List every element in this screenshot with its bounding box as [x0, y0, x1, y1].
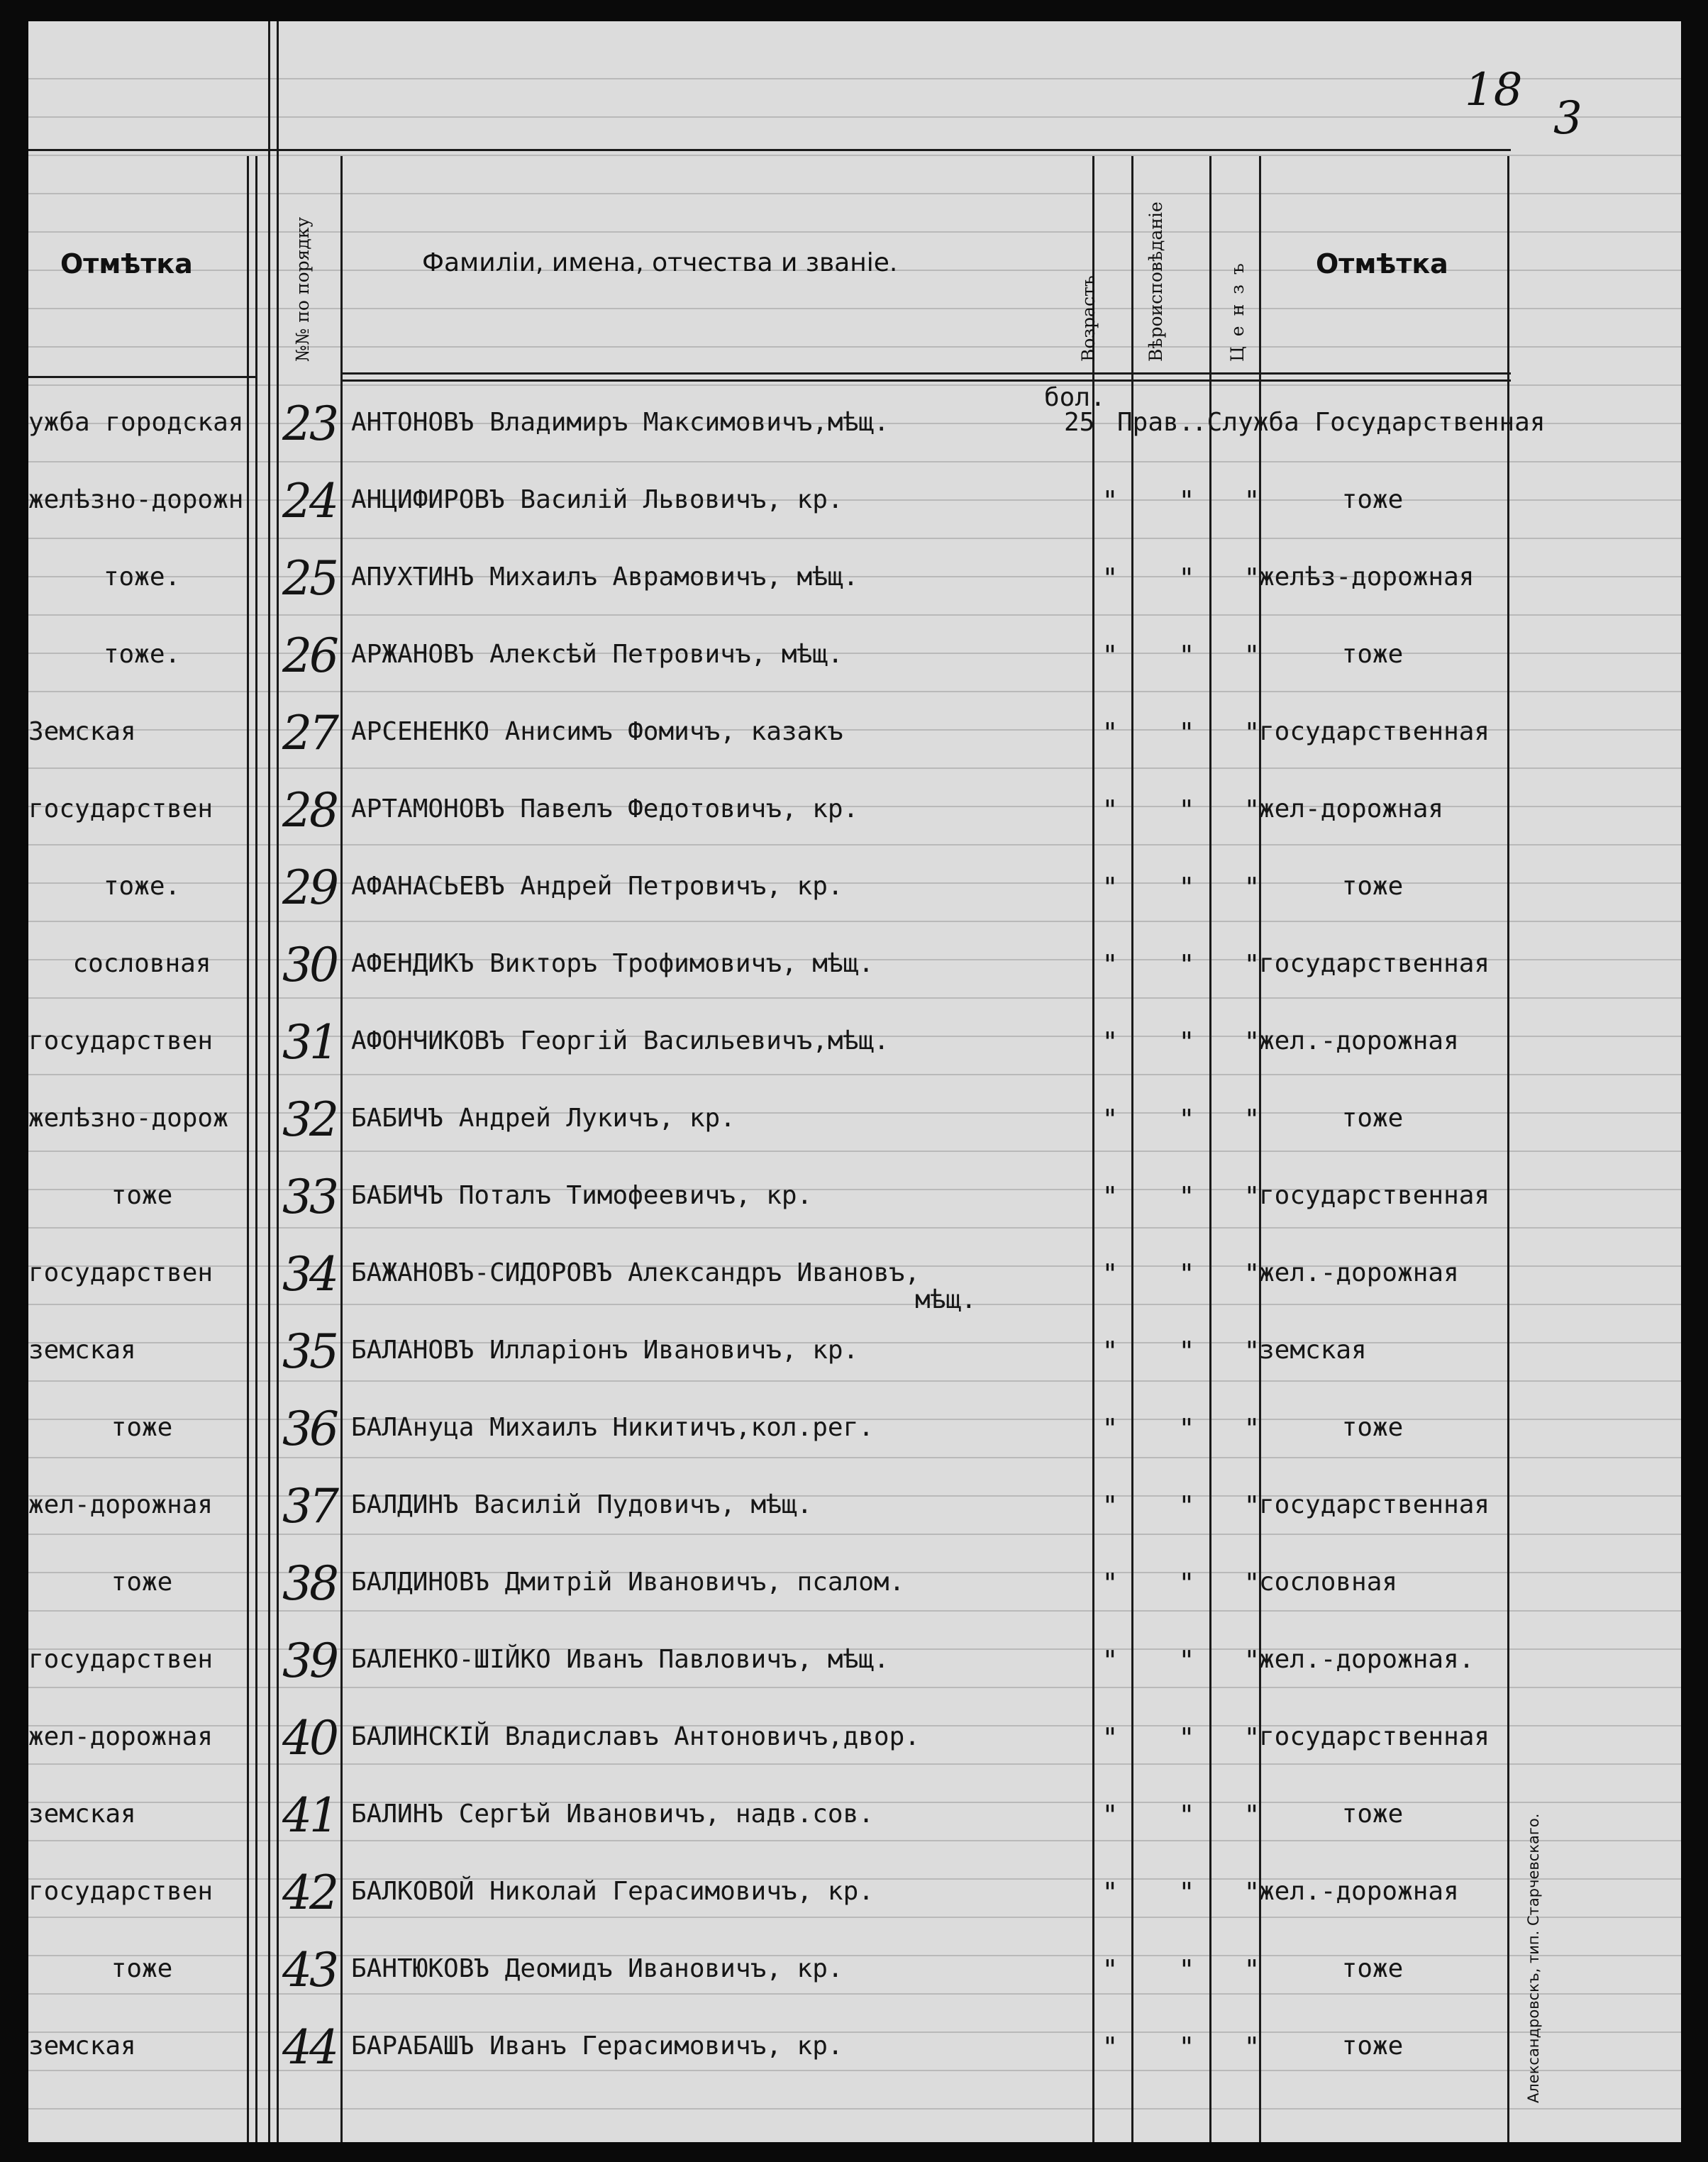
row-number: 35 [282, 1324, 336, 1379]
ditto-mark: " [1243, 1645, 1260, 1676]
register-row [28, 1785, 1681, 1862]
person-name: АРТАМОНОВЪ Павелъ Федотовичъ, кр. [351, 794, 859, 824]
left-mark-cell: тоже [111, 1413, 173, 1442]
ditto-mark: " [1178, 1722, 1195, 1753]
person-name: АПУХТИНЪ Михаилъ Аврамовичъ, мѣщ. [351, 562, 859, 592]
right-mark-cell: тоже [1341, 640, 1404, 669]
ditto-mark: " [1243, 485, 1260, 516]
row-number: 28 [282, 783, 336, 838]
person-name: БАЛЕНКО-ШІЙКО Иванъ Павловичъ, мѣщ. [351, 1645, 889, 1674]
left-mark-cell: тоже. [103, 872, 181, 901]
person-name: БАЖАНОВЪ-СИДОРОВЪ Александръ Ивановъ, [351, 1258, 920, 1287]
register-row [28, 1476, 1681, 1553]
ditto-mark: " [1243, 2031, 1260, 2063]
left-mark-cell: государствен [28, 1645, 214, 1674]
register-row [28, 1708, 1681, 1785]
right-mark-cell: земская [1259, 1336, 1367, 1365]
ditto-mark: " [1102, 1568, 1119, 1599]
ditto-mark: " [1178, 872, 1195, 903]
right-mark-header: Отмѣтка [1316, 248, 1448, 279]
ditto-mark: " [1102, 1336, 1119, 1367]
ditto-mark: " [1178, 1026, 1195, 1058]
left-mark-header: Отмѣтка [60, 248, 193, 279]
left-mark-cell: государствен [28, 1026, 214, 1055]
ditto-mark: " [1102, 485, 1119, 516]
row-number: 23 [282, 397, 336, 451]
person-name: БАНТЮКОВЪ Деомидъ Ивановичъ, кр. [351, 1954, 843, 1983]
row-number: 37 [282, 1479, 336, 1534]
right-mark-cell: тоже [1341, 872, 1404, 901]
ditto-mark: " [1178, 949, 1195, 980]
ditto-mark: " [1102, 1722, 1119, 1753]
ditto-mark: " [1178, 562, 1195, 594]
ditto-mark: " [1243, 717, 1260, 748]
ditto-mark: " [1102, 1877, 1119, 1908]
ditto-mark: " [1102, 1490, 1119, 1521]
right-mark-cell: тоже [1341, 1413, 1404, 1442]
printer-imprint: Александровскъ, тип. Старчевскаго. [1525, 1813, 1542, 2103]
left-header-rule [28, 376, 255, 378]
person-name: БАЛИНСКІЙ Владиславъ Антоновичъ,двор. [351, 1722, 920, 1751]
register-row [28, 1167, 1681, 1243]
ditto-mark: " [1102, 1104, 1119, 1135]
person-name: АРЖАНОВЪ Алексѣй Петровичъ, мѣщ. [351, 640, 843, 669]
left-mark-cell: ужба городская [28, 408, 244, 437]
right-mark-cell: жел.-дорожная [1259, 1258, 1459, 1287]
ditto-mark: " [1178, 1336, 1195, 1367]
left-mark-cell: желѣзно-дорож [28, 1104, 228, 1133]
row-number: 41 [282, 1788, 336, 1843]
right-mark-cell: государственная [1259, 1722, 1490, 1751]
left-mark-cell: государствен [28, 1877, 214, 1906]
ditto-mark: " [1178, 1877, 1195, 1908]
person-name: БАБИЧЪ Поталъ Тимофеевичъ, кр. [351, 1181, 813, 1210]
row-number: 27 [282, 706, 336, 760]
right-mark-cell: жел-дорожная [1259, 794, 1444, 824]
ditto-mark: " [1243, 1181, 1260, 1212]
person-name: БАБИЧЪ Андрей Лукичъ, кр. [351, 1104, 736, 1133]
row-number: 36 [282, 1402, 336, 1456]
left-mark-cell: государствен [28, 794, 214, 824]
first-row-census-right: .Служба Государственная [1192, 408, 1546, 437]
right-mark-cell: тоже [1341, 2031, 1404, 2061]
ditto-mark: " [1243, 872, 1260, 903]
left-mark-cell: земская [28, 1800, 136, 1829]
ditto-mark: " [1178, 1568, 1195, 1599]
left-mark-cell: тоже [111, 1181, 173, 1210]
ditto-mark: " [1178, 1104, 1195, 1135]
register-row [28, 1631, 1681, 1707]
ditto-mark: " [1178, 717, 1195, 748]
ditto-mark: " [1178, 794, 1195, 826]
person-name: АФЕНДИКЪ Викторъ Трофимовичъ, мѣщ. [351, 949, 874, 978]
row-number: 32 [282, 1092, 336, 1147]
right-mark-cell: жел.-дорожная [1259, 1877, 1459, 1906]
ditto-mark: " [1243, 1104, 1260, 1135]
left-mark-cell: земская [28, 1336, 136, 1365]
row-number: 31 [282, 1015, 336, 1070]
ditto-mark: " [1178, 1413, 1195, 1444]
age-prefix: бол. [1044, 383, 1106, 412]
ditto-mark: " [1243, 794, 1260, 826]
person-name: АФАНАСЬЕВЪ Андрей Петровичъ, кр. [351, 872, 843, 901]
ditto-mark: " [1243, 949, 1260, 980]
left-mark-cell: тоже. [103, 562, 181, 592]
left-mark-cell: жел-дорожная [28, 1490, 214, 1519]
right-mark-cell: тоже [1341, 485, 1404, 514]
religion-header: Вѣроисповѣданіе [1146, 201, 1166, 362]
ditto-mark: " [1178, 1258, 1195, 1290]
left-mark-cell: тоже [111, 1954, 173, 1983]
row-number: 34 [282, 1247, 336, 1302]
ditto-mark: " [1243, 1722, 1260, 1753]
register-sheet [28, 21, 1681, 2142]
ditto-mark: " [1243, 562, 1260, 594]
right-mark-cell: тоже [1341, 1800, 1404, 1829]
left-mark-cell: земская [28, 2031, 136, 2061]
left-mark-cell: желѣзно-дорожн [28, 485, 244, 514]
right-mark-cell: государственная [1259, 1181, 1490, 1210]
register-row [28, 780, 1681, 857]
ditto-mark: " [1243, 1336, 1260, 1367]
register-row [28, 1863, 1681, 1939]
ditto-mark: " [1178, 1800, 1195, 1831]
register-row [28, 394, 1681, 470]
register-row [28, 1012, 1681, 1089]
person-name: БАРАБАШЪ Иванъ Герасимовичъ, кр. [351, 2031, 843, 2061]
ditto-mark: " [1102, 1181, 1119, 1212]
right-mark-cell: государственная [1259, 949, 1490, 978]
left-mark-cell: тоже. [103, 640, 181, 669]
ditto-mark: " [1243, 1258, 1260, 1290]
first-row-religion: Прав. [1117, 408, 1194, 437]
row-number: 29 [282, 860, 336, 915]
row-number: 43 [282, 1943, 336, 1997]
left-mark-cell: Земская [28, 717, 136, 746]
right-mark-cell: тоже [1341, 1104, 1404, 1133]
register-row [28, 626, 1681, 702]
ditto-mark: " [1178, 640, 1195, 671]
ditto-mark: " [1102, 1258, 1119, 1290]
left-mark-cell: тоже [111, 1568, 173, 1597]
left-mark-cell: сословная [72, 949, 211, 978]
page-mark-18: 18 [1465, 64, 1523, 116]
ditto-mark: " [1102, 1800, 1119, 1831]
age-header: Возрастъ [1078, 275, 1099, 362]
number-header: №№ по порядку [292, 216, 313, 362]
row-number: 25 [282, 551, 336, 606]
ditto-mark: " [1102, 949, 1119, 980]
register-row [28, 1321, 1681, 1398]
ditto-mark: " [1102, 1413, 1119, 1444]
person-name: БАЛАНОВЪ Илларіонъ Ивановичъ, кр. [351, 1336, 859, 1365]
ditto-mark: " [1102, 2031, 1119, 2063]
right-mark-cell: жел.-дорожная [1259, 1026, 1459, 1055]
ditto-mark: " [1243, 1413, 1260, 1444]
ditto-mark: " [1243, 1800, 1260, 1831]
person-name: АНТОНОВЪ Владимиръ Максимовичъ,мѣщ. [351, 408, 889, 437]
ditto-mark: " [1178, 2031, 1195, 2063]
ditto-mark: " [1178, 1181, 1195, 1212]
ditto-mark: " [1102, 872, 1119, 903]
register-row [28, 1399, 1681, 1475]
row-number: 42 [282, 1866, 336, 1920]
register-row [28, 1940, 1681, 2017]
register-row [28, 2017, 1681, 2094]
ditto-mark: " [1102, 794, 1119, 826]
person-name: БАЛИНЪ Сергѣй Ивановичъ, надв.сов. [351, 1800, 874, 1829]
row-number: 26 [282, 628, 336, 683]
person-name: АФОНЧИКОВЪ Георгій Васильевичъ,мѣщ. [351, 1026, 889, 1055]
ditto-mark: " [1178, 1954, 1195, 1985]
right-mark-cell: сословная [1259, 1568, 1398, 1597]
ditto-mark: " [1178, 1645, 1195, 1676]
person-name: БАЛАнуца Михаилъ Никитичъ,кол.рег. [351, 1413, 874, 1442]
register-row [28, 935, 1681, 1011]
register-row [28, 548, 1681, 625]
left-mark-cell: жел-дорожная [28, 1722, 214, 1751]
ditto-mark: " [1102, 1645, 1119, 1676]
ditto-mark: " [1178, 485, 1195, 516]
ditto-mark: " [1243, 1954, 1260, 1985]
ditto-mark: " [1102, 562, 1119, 594]
row-number: 30 [282, 938, 336, 992]
person-name: АНЦИФИРОВЪ Василій Львовичъ, кр. [351, 485, 843, 514]
right-mark-cell: жел.-дорожная. [1259, 1645, 1475, 1674]
ditto-mark: " [1243, 1026, 1260, 1058]
header-rule [340, 372, 1511, 375]
first-row-age: 25 [1064, 408, 1095, 437]
right-mark-cell: государственная [1259, 717, 1490, 746]
person-name: БАЛДИНЪ Василій Пудовичъ, мѣщ. [351, 1490, 813, 1519]
ditto-mark: " [1102, 1954, 1119, 1985]
row-number: 44 [282, 2020, 336, 2075]
right-mark-cell: желѣз-дорожная [1259, 562, 1475, 592]
register-row [28, 703, 1681, 780]
ditto-mark: " [1102, 1026, 1119, 1058]
row-number: 39 [282, 1634, 336, 1688]
person-name: БАЛДИНОВЪ Дмитрій Ивановичъ, псалом. [351, 1568, 905, 1597]
row-number: 40 [282, 1711, 336, 1765]
person-name-continuation: мѣщ. [915, 1285, 977, 1314]
ditto-mark: " [1102, 717, 1119, 748]
register-row [28, 1244, 1681, 1321]
top-rule [28, 149, 1511, 151]
register-row [28, 1090, 1681, 1166]
left-mark-cell: государствен [28, 1258, 214, 1287]
ditto-mark: " [1243, 1490, 1260, 1521]
register-row [28, 1553, 1681, 1630]
person-name: АРСЕНЕНКО Анисимъ Фомичъ, казакъ [351, 717, 843, 746]
ditto-mark: " [1102, 640, 1119, 671]
ditto-mark: " [1243, 1568, 1260, 1599]
row-number: 24 [282, 474, 336, 528]
row-number: 33 [282, 1170, 336, 1224]
right-mark-cell: государственная [1259, 1490, 1490, 1519]
ditto-mark: " [1243, 1877, 1260, 1908]
register-row [28, 858, 1681, 934]
row-number: 38 [282, 1556, 336, 1611]
census-header: Цензъ [1227, 253, 1248, 362]
ditto-mark: " [1243, 640, 1260, 671]
person-name: БАЛКОВОЙ Николай Герасимовичъ, кр. [351, 1877, 874, 1906]
names-header: Фамиліи, имена, отчества и званіе. [422, 248, 898, 277]
header-rule-2 [340, 379, 1511, 382]
register-row [28, 471, 1681, 548]
ditto-mark: " [1178, 1490, 1195, 1521]
page-mark-3: 3 [1553, 92, 1582, 145]
right-mark-cell: тоже [1341, 1954, 1404, 1983]
